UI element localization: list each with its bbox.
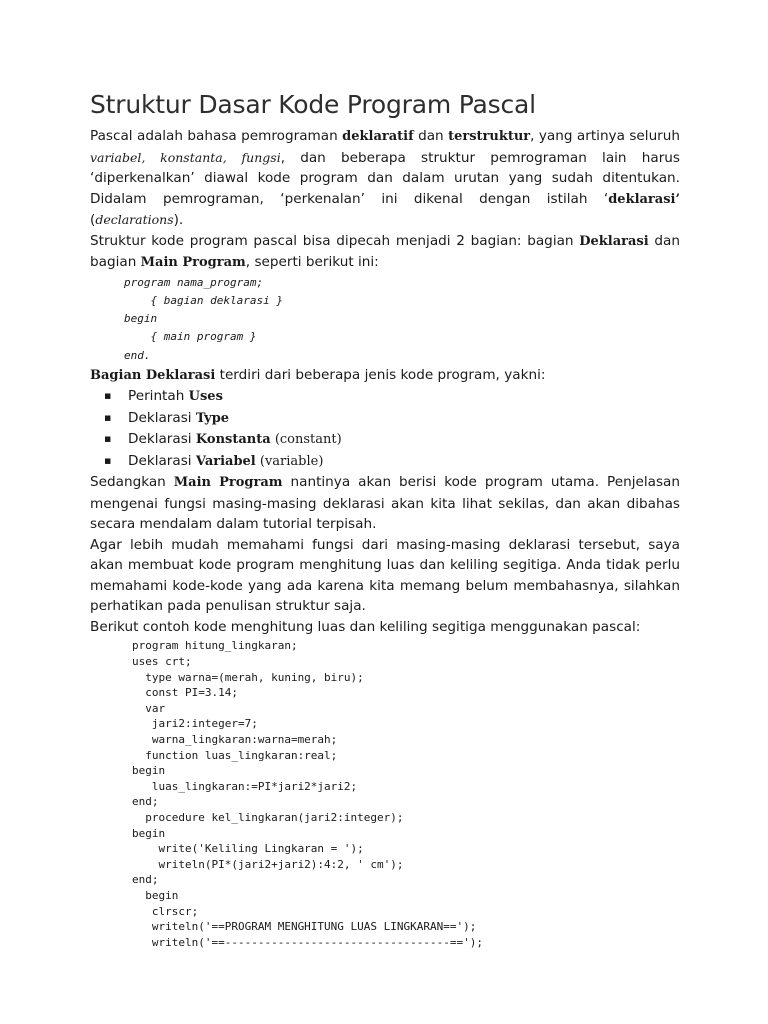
main-program-paragraph: Sedangkan Main Program nantinya akan berisi kode program utama. Penjelasan mengenai fungsi masing-masing deklarasi akan kita lihat sekilas, dan akan dibahas secara mendalam dalam tutorial terpisah. (90, 474, 680, 533)
intro-paragraph: Pascal adalah bahasa pemrograman deklaratif dan terstruktur, yang artinya seluruh variabel, konstanta, fungsi, dan beberapa struktur pemrograman lain harus ‘diperkenalkan’ diawal kode program dan dalam urutan yang sudah ditentukan. Didalam pemrograman, ‘perkenalan’ ini dikenal dengan istilah ‘deklarasi’ (declarations). (90, 128, 681, 228)
example-code-block: program hitung_lingkaran; uses crt; type warna=(merah, kuning, biru); const PI=3.14; var jari2:integer=7; warna_lingkaran:warna=merah; function luas_lingkaran:real; begin luas_lingkaran:=PI*jari2*jari2; end; procedure kel_lingkaran(jari2:integer); begin write('Keliling Lingkaran = '); writeln(PI*(jari2+jari2):4:2, ' cm'); end; begin clrscr; writeln('==PROGRAM MENGHITUNG LUAS LINGKARAN=='); writeln('==----------------------------------=='); (132, 639, 483, 949)
example-intro-paragraph: Berikut contoh kode menghitung luas dan keliling segitiga menggunakan pascal: (90, 618, 641, 635)
list-item: ▪ Deklarasi Variabel (variable) (128, 451, 680, 473)
structure-code-block: program nama_program; { bagian deklarasi } begin { main program } end. (124, 275, 283, 362)
structure-paragraph: Struktur kode program pascal bisa dipecah menjadi 2 bagian: bagian Deklarasi dan bagian Main Program, seperti berikut ini: (90, 232, 680, 270)
explanation-paragraph: Agar lebih mudah memahami fungsi dari masing-masing deklarasi tersebut, saya akan membuat kode program menghitung luas dan keliling segitiga. Anda tidak perlu memahami kode-kode yang ada karena kita memang belum membahasnya, silahkan perhatikan pada penulisan struktur saja. (90, 536, 680, 615)
list-item: ▪ Deklarasi Type (128, 408, 680, 430)
declaration-list (90, 386, 680, 472)
page-title: Struktur Dasar Kode Program Pascal (90, 90, 536, 119)
list-item: ▪ Perintah Uses (128, 386, 680, 408)
list-item: ▪ Deklarasi Konstanta (constant) (128, 429, 680, 451)
declaration-paragraph: Bagian Deklarasi terdiri dari beberapa jenis kode program, yakni: (90, 366, 546, 383)
document-page (90, 88, 680, 950)
